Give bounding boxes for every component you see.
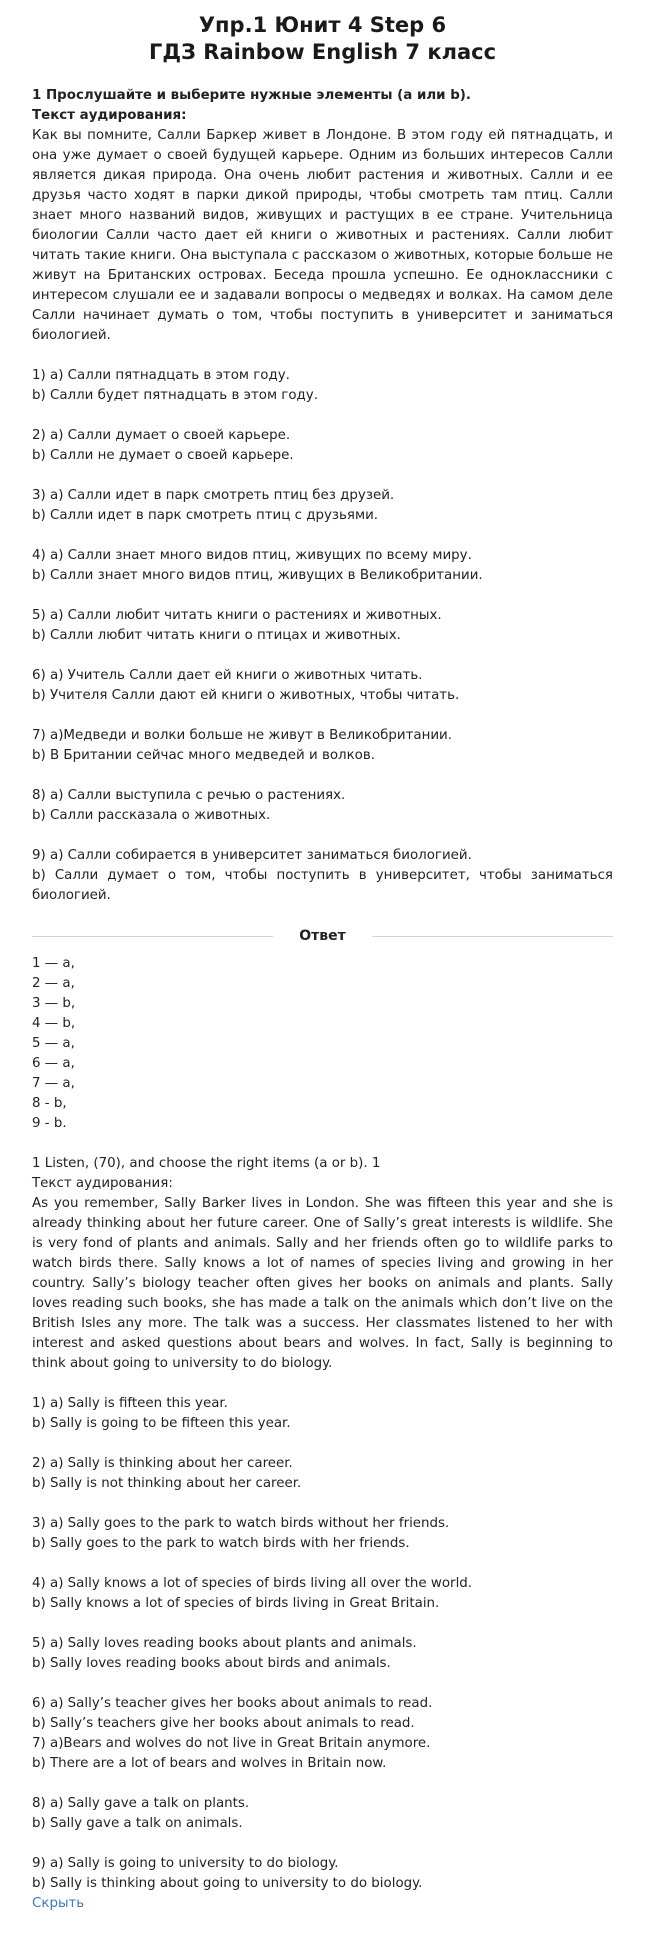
ru-text-label: Текст аудирования: (32, 108, 187, 123)
answer-item: 4 — b, (32, 1016, 76, 1031)
en-option-a: 3) a) Sally goes to the park to watch birds without her friends. (32, 1516, 450, 1531)
ru-item (32, 486, 613, 526)
ru-item (32, 366, 613, 406)
ru-option-b: b) Салли не думает о своей карьере. (32, 448, 294, 463)
en-option-a: 7) a)Bears and wolves do not live in Great Britain anymore. (32, 1736, 431, 1751)
answer-item: 2 — a, (32, 976, 75, 991)
ru-option-a: 2) а) Салли думает о своей карьере. (32, 428, 291, 443)
en-option-a: 2) a) Sally is thinking about her career. (32, 1456, 293, 1471)
ru-option-b: b) Салли идет в парк смотреть птиц с друзьями. (32, 508, 379, 523)
ru-option-b: b) В Британии сейчас много медведей и волков. (32, 748, 376, 763)
page-title-line-1: Упр.1 Юнит 4 Step 6 (198, 13, 447, 37)
en-option-b: b) Sally goes to the park to watch birds with her friends. (32, 1536, 410, 1551)
ru-option-a: 4) а) Салли знает много видов птиц, живущих по всему миру. (32, 548, 472, 563)
answer-item: 5 — a, (32, 1036, 75, 1051)
answer-item: 8 - b, (32, 1096, 67, 1111)
en-item (32, 1794, 613, 1834)
en-item (32, 1734, 613, 1774)
ru-option-a: 9) а) Салли собирается в университет заниматься биологией. (32, 848, 472, 863)
answer-item: 6 — a, (32, 1056, 75, 1071)
ru-option-a: 8) а) Салли выступила с речью о растениях. (32, 788, 346, 803)
ru-option-b: b) Салли рассказала о животных. (32, 808, 271, 823)
ru-option-b: b) Салли думает о том, чтобы поступить в университет, чтобы заниматься биологией. (32, 868, 613, 903)
en-option-a: 9) a) Sally is going to university to do biology. (32, 1856, 339, 1871)
hide-link[interactable]: Скрыть (32, 1896, 85, 1911)
en-option-b: b) Sally gave a talk on animals. (32, 1816, 243, 1831)
en-option-b: b) Sally is thinking about going to university to do biology. (32, 1876, 423, 1891)
page-title-line-2: ГДЗ Rainbow English 7 класс (148, 40, 497, 64)
answer-item: 7 — a, (32, 1076, 75, 1091)
ru-item (32, 786, 613, 826)
answer-item: 1 — a, (32, 956, 75, 971)
en-item (32, 1854, 613, 1894)
en-option-a: 4) a) Sally knows a lot of species of birds living all over the world. (32, 1576, 473, 1591)
ru-option-a: 6) а) Учитель Салли дает ей книги о животных читать. (32, 668, 423, 683)
ru-option-a: 3) а) Салли идет в парк смотреть птиц без друзей. (32, 488, 395, 503)
divider-line-right (372, 936, 613, 937)
ru-option-a: 5) а) Салли любит читать книги о растениях и животных. (32, 608, 442, 623)
answer-divider (32, 926, 613, 946)
page-title (32, 12, 613, 66)
divider-line-left (32, 936, 273, 937)
ru-item (32, 426, 613, 466)
en-option-a: 5) a) Sally loves reading books about plants and animals. (32, 1636, 417, 1651)
ru-item (32, 726, 613, 766)
en-option-b: b) Sally’s teachers give her books about animals to read. (32, 1716, 415, 1731)
answer-heading: Ответ (299, 928, 346, 944)
ru-section (32, 86, 613, 906)
answer-list (32, 954, 613, 1134)
answer-item: 3 — b, (32, 996, 76, 1011)
en-item (32, 1394, 613, 1434)
en-option-b: b) Sally loves reading books about birds and animals. (32, 1656, 391, 1671)
en-option-a: 1) a) Sally is fifteen this year. (32, 1396, 228, 1411)
en-task-heading: 1 Listen, (70), and choose the right items (a or b). 1 (32, 1156, 381, 1171)
en-section (32, 1154, 613, 1894)
en-text-label: Текст аудирования: (32, 1176, 173, 1191)
en-item (32, 1634, 613, 1674)
ru-item (32, 666, 613, 706)
en-option-b: b) There are a lot of bears and wolves in Britain now. (32, 1756, 387, 1771)
ru-option-b: b) Салли будет пятнадцать в этом году. (32, 388, 318, 403)
ru-option-b: b) Салли знает много видов птиц, живущих в Великобритании. (32, 568, 483, 583)
ru-item (32, 846, 613, 906)
ru-option-a: 1) а) Салли пятнадцать в этом году. (32, 368, 290, 383)
en-option-b: b) Sally knows a lot of species of birds living in Great Britain. (32, 1596, 440, 1611)
ru-task-heading: 1 Прослушайте и выберите нужные элементы (а или b). (32, 88, 472, 103)
ru-option-b: b) Салли любит читать книги о птицах и животных. (32, 628, 401, 643)
ru-listening-text: Как вы помните, Салли Баркер живет в Лондоне. В этом году ей пятнадцать, и она уже думает о своей будущей карьере. Одним из больших интересов Салли является дикая природа. Она очень любит растения и животных. Салли и ее друзья часто ходят в парки дикой природы, чтобы смотреть там птиц. Салли знает много названий видов, живущих и растущих в ее стране. Учительница биологии Салли часто дает ей книги о животных и растениях. Салли любит читать такие книги. Она выступала с рассказом о животных, которые больше не живут на Британских островах. Беседа прошла успешно. Ее одноклассники с интересом слушали ее и задавали вопросы о медведях и волках. На самом деле Салли начинает думать о том, чтобы поступить в университет и заниматься биологией. (32, 128, 613, 343)
en-listening-text: As you remember, Sally Barker lives in London. She was fifteen this year and she is already thinking about her future career. One of Sally’s great interests is wildlife. She is very fond of plants and animals. Sally and her friends often go to wildlife parks to watch birds there. Sally knows a lot of names of species living and growing in her country. Sally’s biology teacher often gives her books on animals and plants. Sally loves reading such books, she has made a talk on the animals which don’t live on the British Isles any more. The talk was a success. Her classmates listened to her with interest and asked questions about bears and wolves. In fact, Sally is beginning to think about going to university to do biology. (32, 1196, 613, 1371)
ru-option-b: b) Учителя Салли дают ей книги о животных, чтобы читать. (32, 688, 460, 703)
en-option-a: 6) a) Sally’s teacher gives her books about animals to read. (32, 1696, 433, 1711)
ru-item (32, 606, 613, 646)
answer-item: 9 - b. (32, 1116, 67, 1131)
en-item (32, 1514, 613, 1554)
en-item (32, 1694, 613, 1734)
ru-item (32, 546, 613, 586)
ru-option-a: 7) а)Медведи и волки больше не живут в Великобритании. (32, 728, 453, 743)
en-item (32, 1454, 613, 1494)
en-item (32, 1574, 613, 1614)
en-option-b: b) Sally is not thinking about her career. (32, 1476, 302, 1491)
en-option-b: b) Sally is going to be fifteen this year. (32, 1416, 291, 1431)
en-option-a: 8) a) Sally gave a talk on plants. (32, 1796, 250, 1811)
